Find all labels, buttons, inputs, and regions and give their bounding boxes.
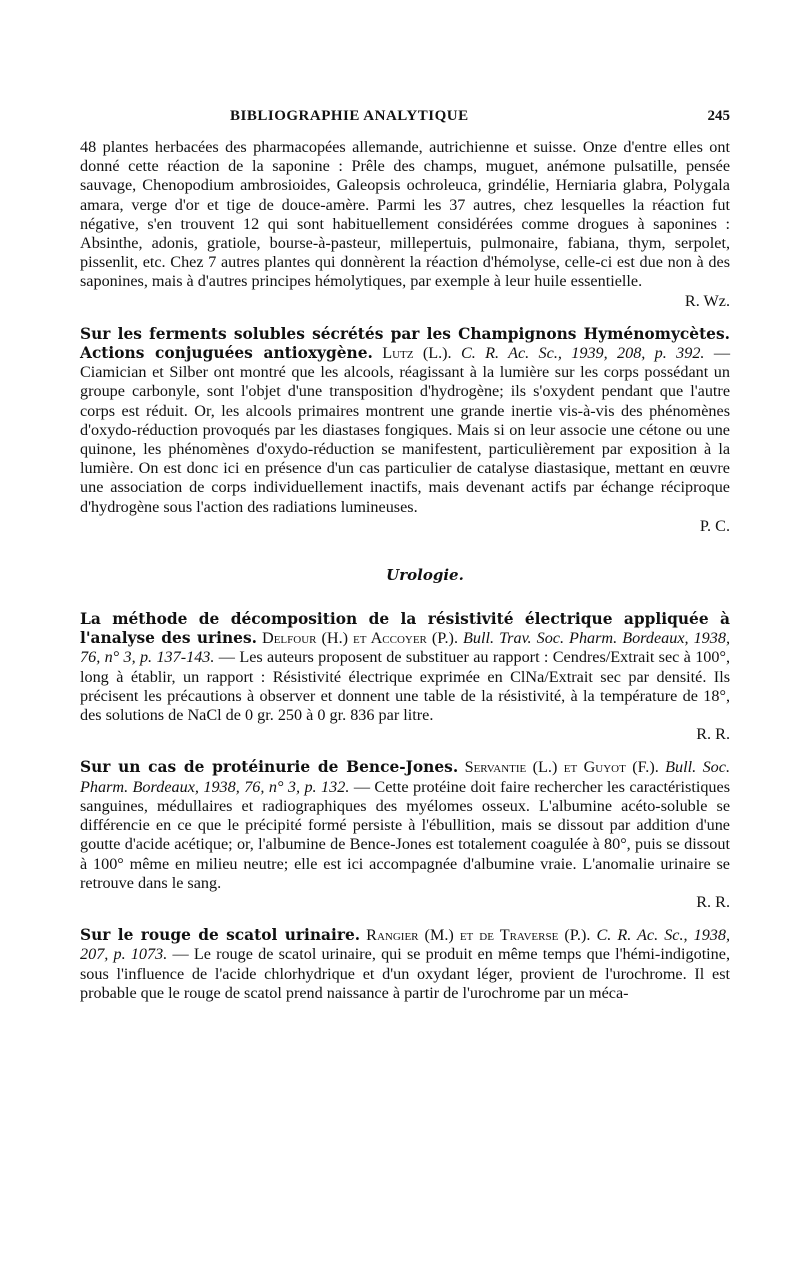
continuation-text: 48 plantes herbacées des pharmacopées allemande, autrichienne et suisse. Onze d'entre elles ont donné cette réaction de la saponine : Prêle des champs, muguet, anémone pulsatille, pensée sauvage, Chenopodium ambrosioides, Galeopsis ochroleuca, grindélie, Herniaria glabra, Polygala amara, verge d'or et tige de douce-amère. Parmi les 37 autres, chez lesquelles la réaction fut négative, s'en trouvent 12 qui sont habituellement considérées comme drogues à saponines : Absinthe, adonis, gratiole, bourse-à-pasteur, millepertuis, pulmonaire, fabiana, thym, serpolet, pissenlit, etc. Chez 7 autres plantes qui donnèrent la réaction d'hémolyse, celle-ci est due non à des saponines, mais à d'autres principes hémolytiques, par exemple à leur huile essentielle. (80, 138, 730, 291)
article-authors: Servantie (L.) et Guyot (F.). (464, 758, 659, 777)
article-scatol (80, 926, 730, 1003)
signature: R. Wz. (684, 291, 730, 310)
continuation-paragraph (80, 138, 730, 311)
article-authors: Delfour (H.) et Accoyer (P.). (262, 629, 458, 648)
article-title: La méthode de décomposition de la résistivité électrique appliquée à l'analyse des urines. (80, 610, 730, 648)
page-header (80, 108, 730, 138)
article-resistivite (80, 610, 730, 744)
running-title: BIBLIOGRAPHIE ANALYTIQUE (230, 108, 469, 124)
article-body: — Les auteurs proposent de substituer au rapport : Cendres/Extrait sec à 100°, long à établir, un rapport : Résistivité électrique exprimée en ClNa/Extrait sec par densité. Ils précisent les précautions à observer et donnent une table de la résistivité, à la température de 18°, des solutions de NaCl de 0 gr. 250 à 0 gr. 836 par litre. (80, 648, 731, 725)
signature: P. C. (699, 516, 730, 535)
article-body: — Ciamician et Silber ont montré que les alcools, réagissant à la lumière sur les corps possédant un groupe carbonyle, sont l'objet d'une transposition d'hydrogène; ils s'oxydent pendant que l'autre corps est réduit. Or, les alcools primaires montrent une grande inertie vis-à-vis des phénomènes d'oxydo-réduction provoqués par les diastases fongiques. Mais si on leur associe une cétone ou une quinone, les phénomènes d'oxydo-réduction se manifestent, particulièrement par exposition à la lumière. On est donc ici en présence d'un cas particulier de catalyse diastasique, mettant en œuvre une association de corps individuellement inactifs, mais devenant actifs par échange réciproque d'hydrogène sous l'action des radiations lumineuses. (80, 344, 731, 516)
article-bence-jones (80, 758, 730, 912)
article-citation: C. R. Ac. Sc., 1939, 208, p. 392. (460, 344, 705, 363)
signature: R. R. (696, 892, 730, 911)
page (80, 108, 730, 1003)
article-citation: C. R. Ac. Sc., 1938, 207, p. 1073. (80, 926, 731, 964)
article-title: Sur les ferments solubles sécrétés par les Champignons Hyménomycètes. Actions conjuguées antioxygène. (80, 324, 730, 363)
article-title: Sur le rouge de scatol urinaire. (80, 926, 361, 945)
article-ferments (80, 325, 730, 536)
article-authors: Lutz (L.). (382, 344, 452, 363)
article-title: Sur un cas de protéinurie de Bence-Jones. (80, 758, 459, 777)
article-body: — Cette protéine doit faire rechercher les caractéristiques sanguines, médullaires et radiographiques des myélomes osseux. L'albumine acéto-soluble se différencie en ce que le précipité formé persiste à l'ébullition, mais se dissout par addition d'une goutte d'acide acétique; or, l'albumine de Bence-Jones est totalement coagulée à 80°, puis se dissout à 100° même en milieu neutre; elle est ici accompagnée d'albumine vraie. L'anomalie urinaire se retrouve dans le sang. (80, 777, 730, 892)
article-body: — Le rouge de scatol urinaire, qui se produit en même temps que l'hémi-indigotine, sous l'influence de l'acide chlorhydrique et d'un oxydant léger, provient de l'urochrome. Il est probable que le rouge de scatol prend naissance à partir de l'urochrome par un méca- (80, 945, 731, 1002)
section-heading: Urologie. (386, 566, 464, 585)
article-authors: Rangier (M.) et de Traverse (P.). (366, 926, 591, 945)
article-citation: Bull. Trav. Soc. Pharm. Bordeaux, 1938, 76, n° 3, p. 137-143. (80, 629, 731, 667)
page-number: 245 (707, 108, 730, 124)
article-citation: Bull. Soc. Pharm. Bordeaux, 1938, 76, n° 3, p. 132. (80, 758, 730, 796)
signature: R. R. (696, 725, 730, 744)
